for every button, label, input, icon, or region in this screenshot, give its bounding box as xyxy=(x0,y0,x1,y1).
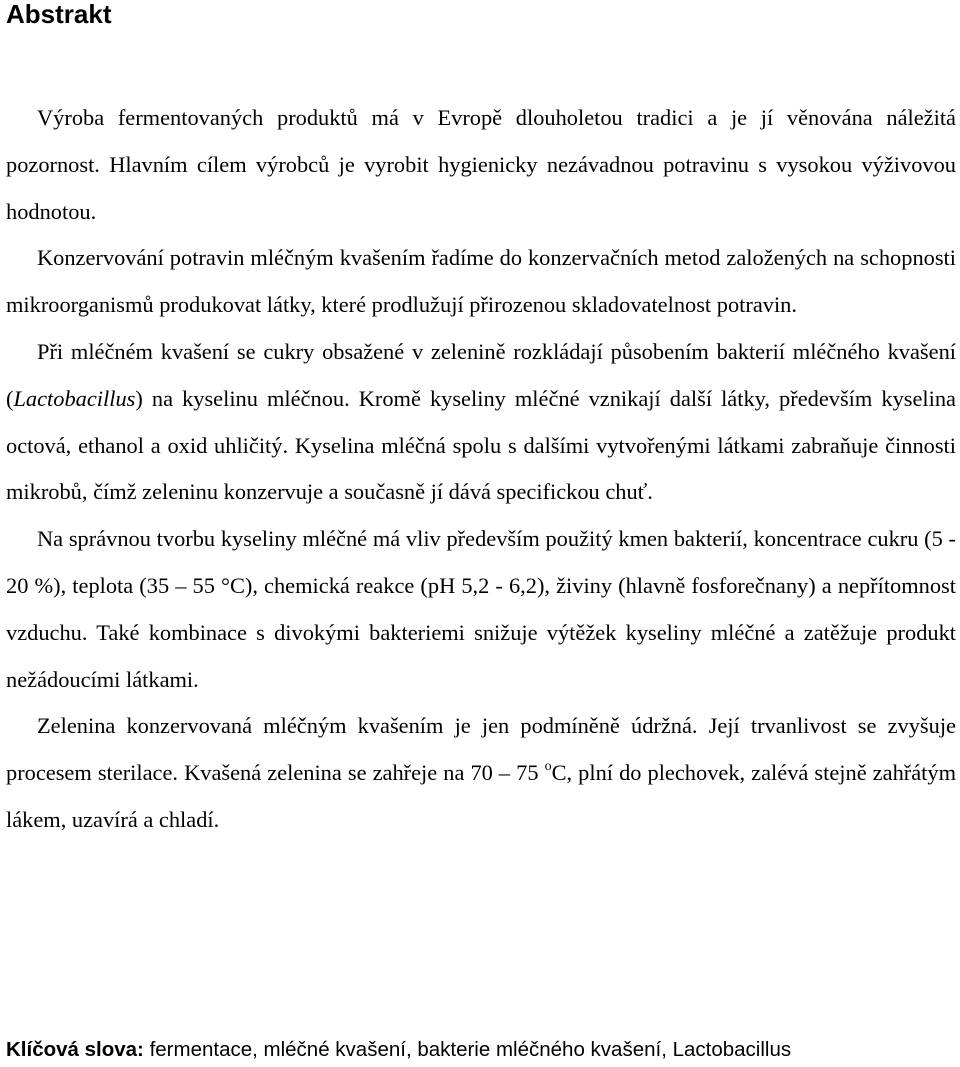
abstract-body xyxy=(6,95,956,844)
paragraph-conditions: Na správnou tvorbu kyseliny mléčné má vliv především použitý kmen bakterií, koncentrace cukru (5 - 20 %), teplota (35 – 55 °C), chemická reakce (pH 5,2 - 6,2), živiny (hlavně fosforečnany) a nepřítomnost vzduchu. Také kombinace s divokými bakteriemi snižuje výtěžek kyseliny mléčné a zatěžuje produkt nežádoucími látkami. xyxy=(6,526,956,692)
paragraph-fermentation-end: ) na kyselinu mléčnou. Kromě kyseliny mléčné vznikají další látky, především kyselina octová, ethanol a oxid uhličitý. Kyselina mléčná spolu s dalšími vytvořenými látkami zabraňuje činnosti mikrobů, čímž zeleninu konzervuje a současně jí dává specifickou chuť. xyxy=(6,385,956,505)
paragraph-sterilization-start: Zelenina konzervovaná mléčným kvašením je jen podmíněně údržná. Její trvanlivost se zvyšuje procesem sterilace. Kvašená zelenina se zahřeje na 70 – 75 xyxy=(6,713,956,786)
paragraph-intro: Výroba fermentovaných produktů má v Evropě dlouholetou tradici a je jí věnována náležitá pozornost. Hlavním cílem výrobců je vyrobit hygienicky nezávadnou potravinu s vysokou výživovou hodnotou. xyxy=(6,105,956,224)
paragraph-preservation: Konzervování potravin mléčným kvašením řadíme do konzervačních metod založených na schopnosti mikroorganismů produkovat látky, které prodlužují přirozenou skladovatelnost potravin. xyxy=(6,245,956,318)
keywords-list: fermentace, mléčné kvašení, bakterie mléčného kvašení, Lactobacillus xyxy=(143,1038,792,1061)
keywords-label: Klíčová slova: xyxy=(6,1038,144,1061)
paragraph-sterilization-end: C, plní do plechovek, zalévá stejně zahřátým lákem, uzavírá a chladí. xyxy=(6,760,956,832)
keywords-line xyxy=(6,1036,791,1064)
paragraph-fermentation-start: Při mléčném kvašení se cukry obsažené v zelenině rozkládají působením bakterií mléčného kvašení ( xyxy=(6,338,956,411)
page-title: Abstrakt xyxy=(6,0,112,29)
paragraph-fermentation xyxy=(6,329,956,516)
paragraph-sterilization xyxy=(6,703,956,843)
lactobacillus-term: Lactobacillus xyxy=(13,385,136,411)
degree-superscript: o xyxy=(544,759,552,775)
